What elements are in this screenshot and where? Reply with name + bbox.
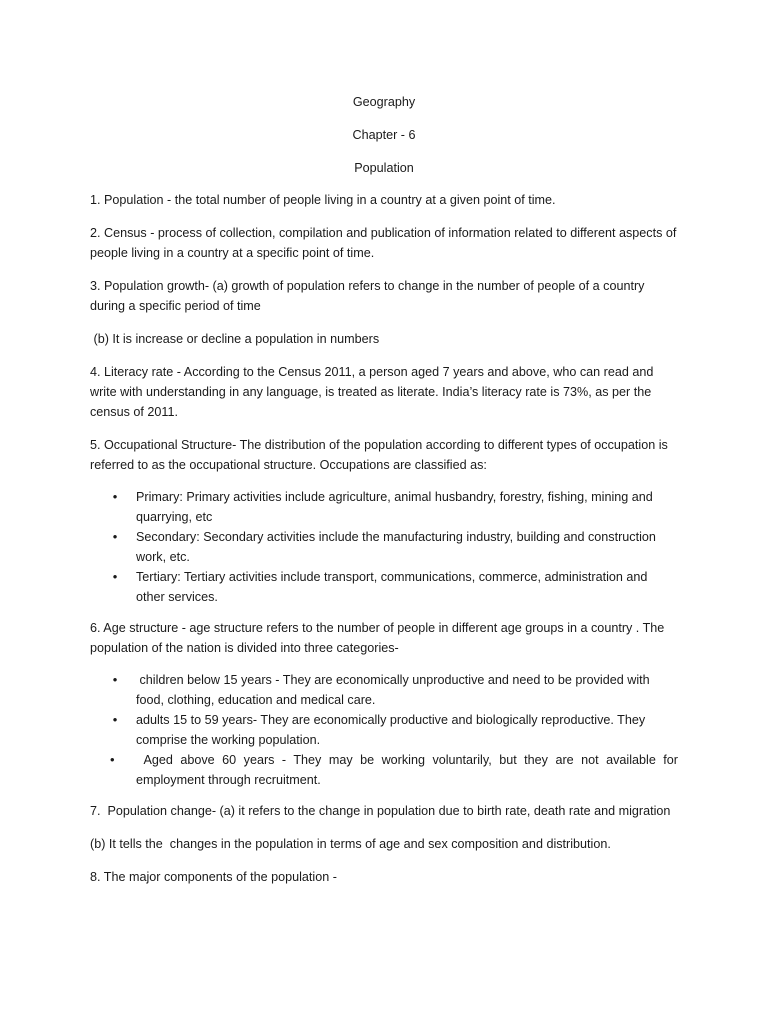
- list-item-text: Primary: Primary activities include agriculture, animal husbandry, forestry, fishing, mining and quarrying, etc: [136, 490, 653, 524]
- paragraph-population-growth-a: 3. Population growth- (a) growth of population refers to change in the number of people of a country during a specific period of time: [90, 279, 645, 313]
- bullet-icon: •: [112, 529, 118, 544]
- paragraph-major-components: 8. The major components of the population -: [90, 870, 337, 884]
- bullet-icon: •: [110, 752, 115, 767]
- list-item: [90, 527, 678, 567]
- list-item: [90, 487, 678, 527]
- list-item-text: Aged above 60 years - They may be working voluntarily, but they are not available for employment through recruitment.: [136, 753, 682, 787]
- bullet-icon: •: [112, 489, 118, 504]
- paragraph-population-change-a: 7. Population change- (a) it refers to the change in population due to birth rate, death rate and migration: [90, 804, 671, 818]
- age-group-list: [90, 670, 682, 790]
- subject-heading: Geography: [352, 95, 416, 109]
- list-item: [90, 750, 682, 790]
- paragraph-population: 1. Population - the total number of people living in a country at a given point of time.: [90, 193, 556, 207]
- paragraph-population-change-b: (b) It tells the changes in the population in terms of age and sex composition and distribution.: [90, 837, 611, 851]
- paragraph-literacy-rate: 4. Literacy rate - According to the Census 2011, a person aged 7 years and above, who can read and write with understanding in any language, is treated as literate. India’s literacy rate is 73%, as per the census of 2011.: [90, 365, 654, 419]
- paragraph-age-structure: 6. Age structure - age structure refers to the number of people in different age groups in a country . The population of the nation is divided into three categories-: [90, 621, 665, 655]
- list-item-text: children below 15 years - They are economically unproductive and need to be provided with food, clothing, education and medical care.: [136, 673, 654, 707]
- bullet-icon: •: [112, 672, 118, 687]
- list-item-text: adults 15 to 59 years- They are economically productive and biologically reproductive. They comprise the working population.: [136, 713, 646, 747]
- list-item-text: Tertiary: Tertiary activities include transport, communications, commerce, administration and other services.: [136, 570, 648, 604]
- document-page: [90, 92, 682, 900]
- paragraph-population-growth-b: (b) It is increase or decline a population in numbers: [90, 332, 380, 346]
- paragraph-occupational-structure: 5. Occupational Structure- The distribution of the population according to different types of occupation is referred to as the occupational structure. Occupations are classified as:: [90, 438, 668, 472]
- paragraph-census: 2. Census - process of collection, compilation and publication of information related to different aspects of people living in a country at a specific point of time.: [90, 226, 677, 260]
- document-headings: [90, 92, 678, 178]
- list-item: [90, 670, 678, 710]
- chapter-heading: Chapter - 6: [352, 128, 416, 142]
- list-item: [90, 567, 678, 607]
- list-item-text: Secondary: Secondary activities include the manufacturing industry, building and construction work, etc.: [136, 530, 656, 564]
- list-item: [90, 710, 678, 750]
- topic-heading: Population: [354, 161, 414, 175]
- bullet-icon: •: [112, 569, 118, 584]
- bullet-icon: •: [112, 712, 118, 727]
- occupation-list: [90, 487, 678, 607]
